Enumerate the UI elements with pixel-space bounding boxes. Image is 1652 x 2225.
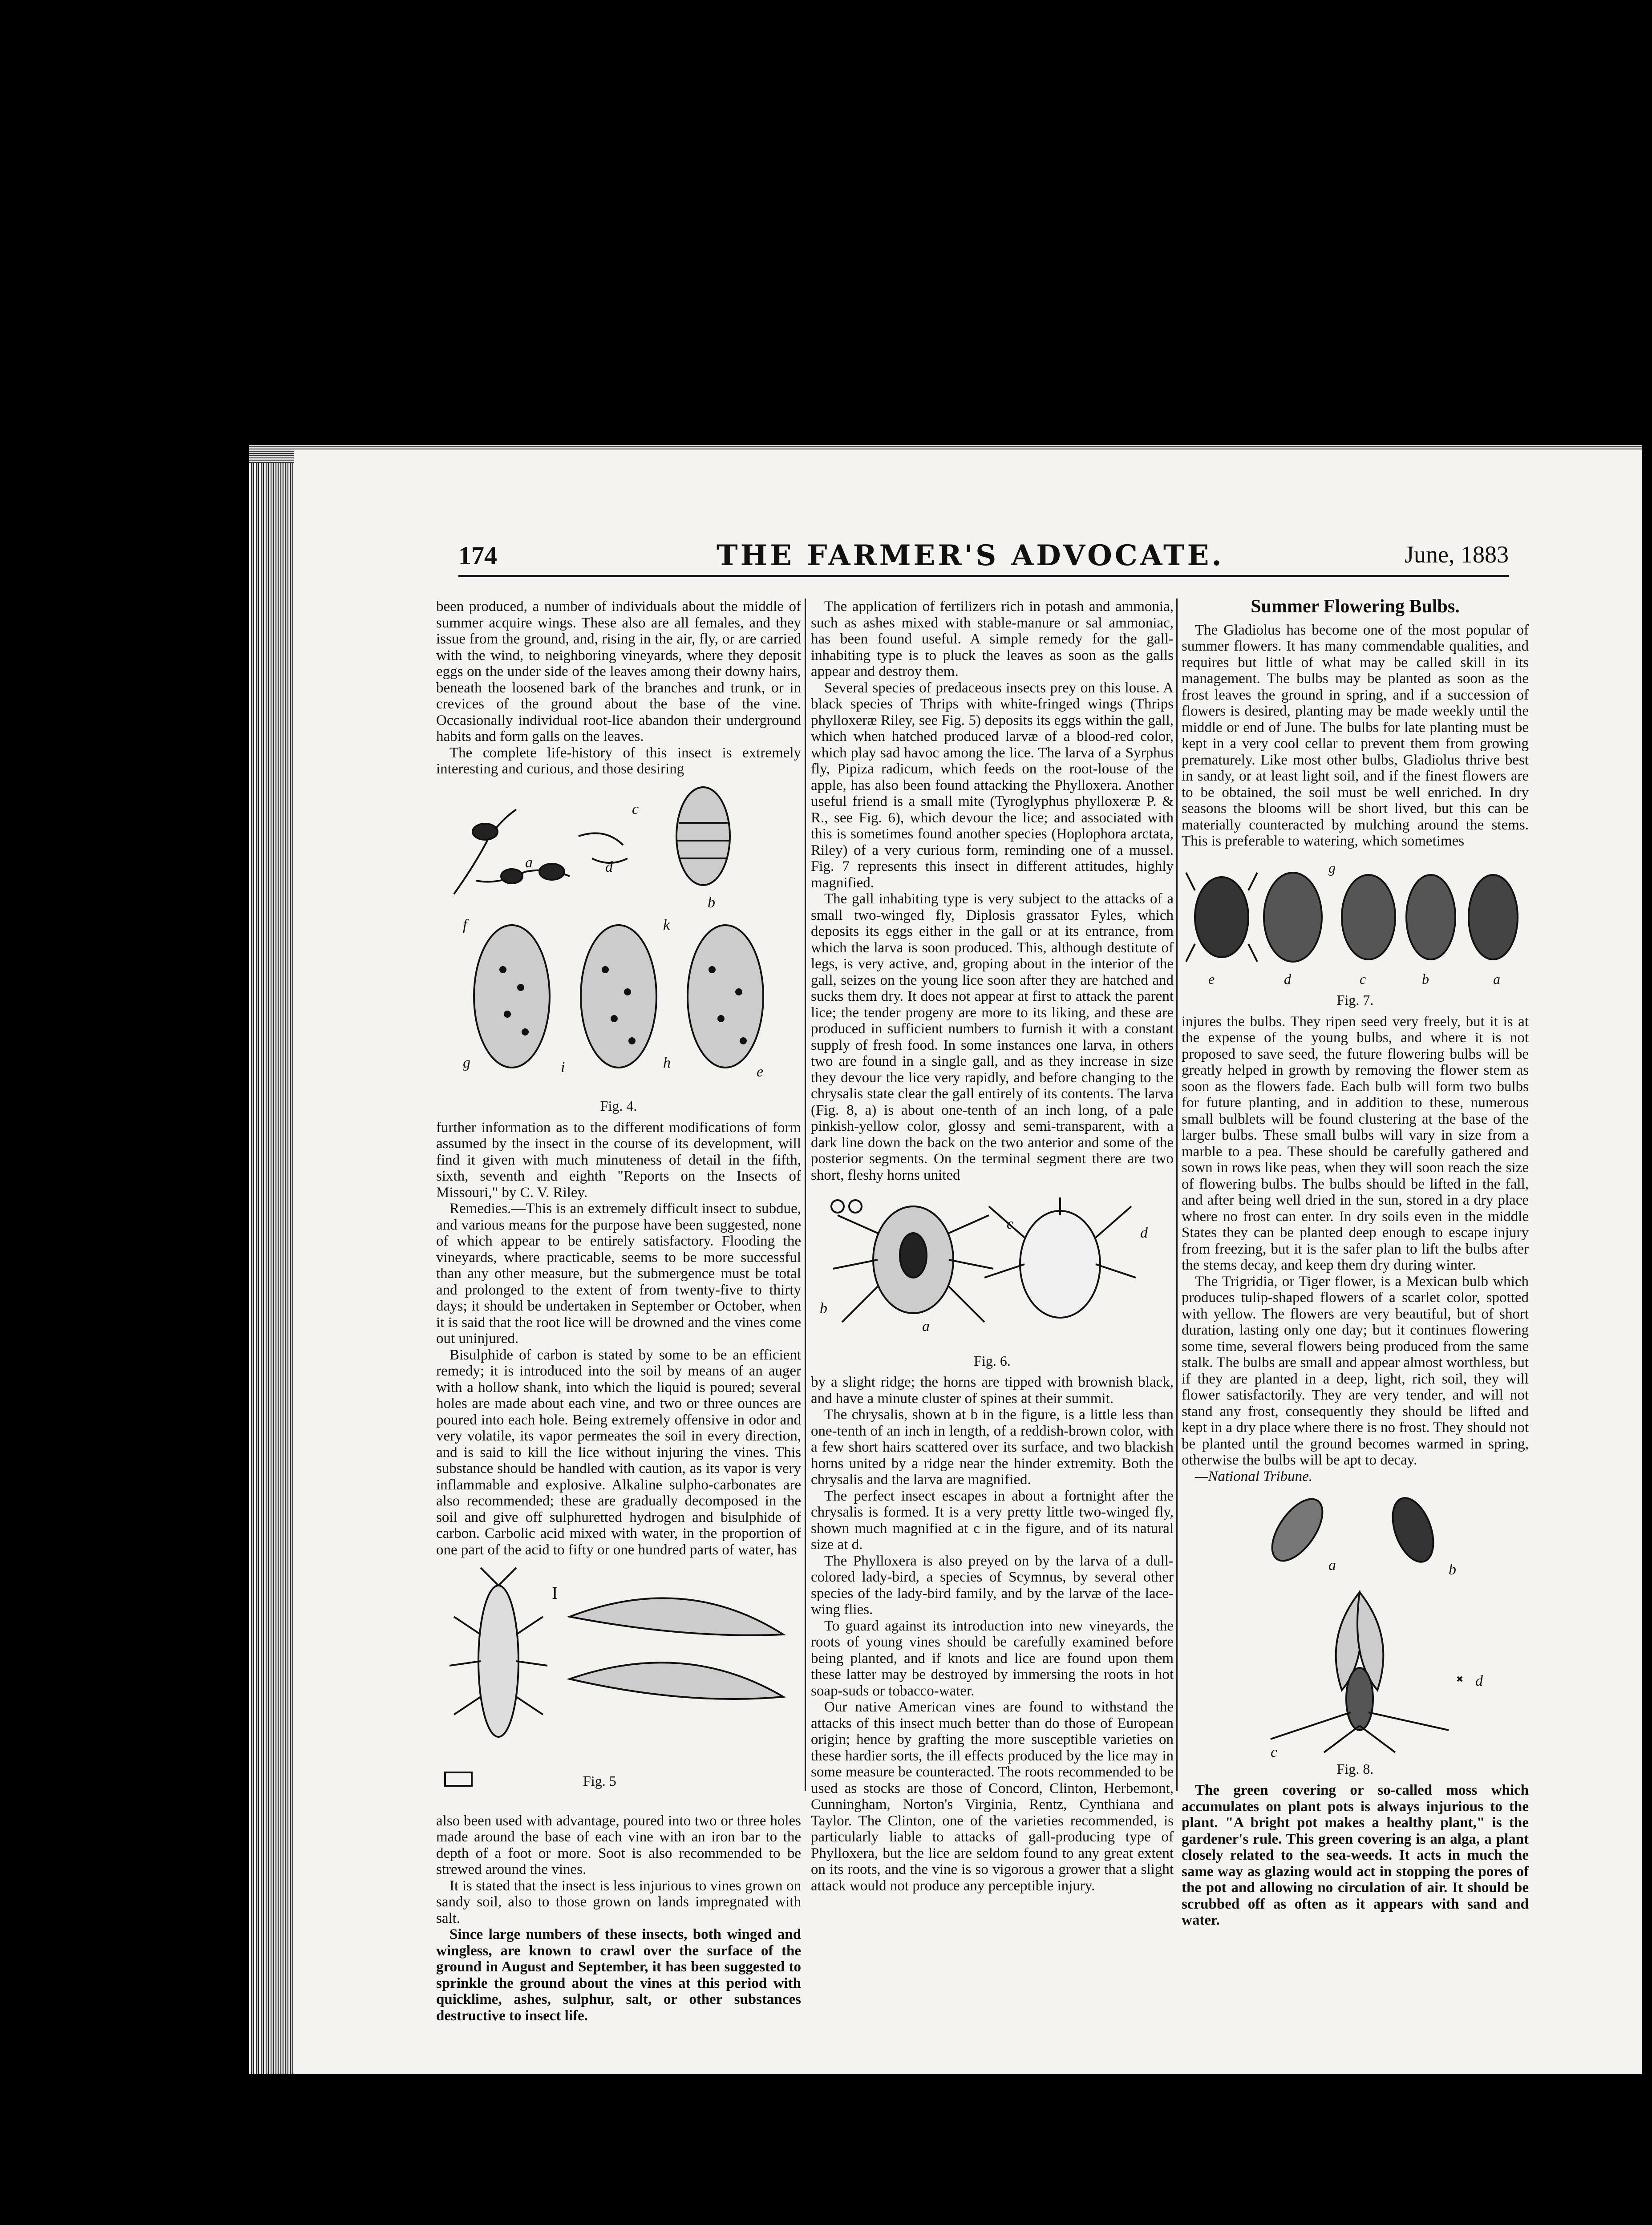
fig7-label-d: d [1284,971,1291,987]
fig8-label-b: b [1449,1562,1456,1578]
fig6-label-a: a [922,1318,930,1335]
col2-paragraph: by a slight ridge; the horns are tipped with brownish black, and have a minute cluster of spines at their summit. [811,1374,1174,1407]
issue-date: June, 1883 [1405,541,1509,568]
source-credit: —National Tribune. [1195,1468,1313,1485]
col2-paragraph: The gall inhabiting type is very subject to the attacks of a small two-winged fly, Diplosis grassator Fyles, which deposits its eggs either in the gall or at its entrance, from which the larva is soon produced. This, although destitute of legs, is very active, and, groping about in the interior of the gall, seizes on the young lice soon after they are hatched and sucks them dry. It does not appear at first to attack the parent lice; the tender progeny are more to its liking, and these are produced in sufficient numbers to furnish it with a constant supply of fresh food. In some instances one larva, in others two are found in a single gall, and as they increase in size they devour the lice very rapidly, and before changing to the chrysalis state clear the gall entirely of its contents. The larva (Fig. 8, a) is about one-tenth of an inch long, of a pale pinkish-yellow color, glossy and semi-transparent, with a dark line down the back on the two anterior and some of the posterior segments. On the terminal segment there are two short, fleshy horns united [811,891,1174,1183]
fig8-label-d: d [1475,1673,1483,1689]
fig7-label-c: c [1360,971,1366,987]
col1-paragraph: It is stated that the insect is less injurious to vines grown on sandy soil, also to those grown on lands impregnated with salt. [436,1877,801,1926]
figure-6 [811,1189,1174,1369]
fig4-label-b: b [708,894,715,911]
fig7-label-e: e [1208,971,1215,987]
col3-paragraph: The Gladiolus has become one of the most popular of summer flowers. It has many commendable qualities, and requires but little of what may be called skill in its management. The bulbs may be planted as soon as the frost leaves the ground in spring, and if a succession of flowers is desired, planting may be made weekly until the middle or end of June. The bulbs for late planting must be kept in a very cool cellar to prevent them from growing prematurely. Like most other bulbs, Gladiolus thrive best in sandy, or at least light soil, and if the finest flowers are to be obtained, the soil must be well enriched. In dry seasons the blooms will be short lived, but this can be materially counteracted by mulching around the stems. This is preferable to watering, which sometimes [1182,622,1529,849]
figure-4 [436,783,801,1114]
col2-paragraph: The chrysalis, shown at b in the figure, is a little less than one-tenth of an inch in length, of a reddish-brown color, with a few short hairs scattered over its surface, and two blackish horns united by a ridge near the hinder extremity. Both the chrysalis and the larva are magnified. [811,1407,1174,1488]
col1-paragraph: been produced, a number of individuals about the middle of summer acquire wings. These also are all females, and they issue from the ground, and, rising in the air, fly, or are carried with the wind, to neighboring vineyards, where they deposit eggs on the under side of the leaves among their downy hairs, beneath the loosened bark of the branches and trunk, or in crevices of the ground about the base of the vine. Occasionally individual root-lice abandon their underground habits and form galls on the leaves. [436,599,801,744]
fig6-label-b: b [820,1300,827,1317]
page-number: 174 [458,541,497,570]
page-header [458,541,1509,572]
fig4-label-e: e [757,1063,764,1080]
publication-title: THE FARMER'S ADVOCATE. [717,539,1224,572]
fig4-label-g: g [463,1054,470,1071]
fig6-label-d: d [1140,1225,1148,1241]
figure-8 [1182,1490,1529,1777]
fig7-label-a: a [1493,971,1500,987]
header-rule [458,575,1509,577]
fig7-label-b: b [1422,971,1429,987]
column-divider-2 [1176,599,1178,1791]
fig6-label-c: c [1007,1216,1014,1232]
fig4-label-a: a [525,854,533,871]
fig7-beetle-illustration [1182,855,1529,988]
fig8-caption: Fig. 8. [1336,1760,1374,1777]
col1-paragraph: also been used with advantage, poured into two or three holes made around the base of each vine with an iron bar to the depth of a foot or more. Soot is also recommended to be strewed around the vines. [436,1812,801,1877]
fig4-label-i: i [561,1059,565,1076]
fig4-label-h: h [663,1054,671,1071]
column-3 [1182,596,1529,1929]
col2-paragraph: The Phylloxera is also preyed on by the larva of a dull-colored lady-bird, a species of Scymnus, by several other species of the lady-bird family, and by the larvæ of the lace-wing flies. [811,1553,1174,1618]
col1-paragraph: further information as to the different modifications of form assumed by the insect in the course of its development, will find it given with much minuteness of detail in the fifth, sixth, seventh and eighth "Reports on the Insects of Missouri," by C. V. Riley. [436,1119,801,1201]
figure-7 [1182,855,1529,1008]
fig8-fly-illustration [1182,1490,1529,1757]
col2-paragraph: To guard against its introduction into new vineyards, the roots of young vines should be carefully examined before being planted, and if knots and lice are found upon them these latter may be destroyed by immersing the roots in hot soap-suds or tobacco-water. [811,1618,1174,1699]
fig6-caption: Fig. 6. [974,1352,1011,1369]
fig4-label-k: k [663,916,670,933]
column-divider-1 [805,599,806,1791]
fig5-caption: Fig. 5 [583,1773,616,1789]
col2-paragraph: The application of fertilizers rich in potash and ammonia, such as ashes mixed with stable-manure or sal ammoniac, has been found useful. A simple remedy for the gall-inhabiting type is to pluck the leaves as soon as the galls appear and destroy them. [811,599,1174,680]
fig4-label-c: c [632,801,639,817]
col3-paragraph: The Trigridia, or Tiger flower, is a Mexican bulb which produces tulip-shaped flowers of a scarlet color, spotted with yellow. The flowers are very beautiful, but of short duration, lasting only one day; but it continues flowering some time, several flowers being produced from the same stalk. The bulbs are small and appear almost worthless, but if they are planted in a deep, light, rich soil, they will flower satisfactorily. They are very tender, and will not stand any frost, consequently they should be lifted and kept in a dry place where there is no frost. They should not be planted until the ground becomes warmed in spring, otherwise the bulbs will be apt to decay. [1182,1273,1529,1468]
col2-paragraph: Several species of predaceous insects prey on this louse. A black species of Thrips with white-fringed wings (Thrips phylloxeræ Riley, see Fig. 5) deposits its eggs within the gall, which when hatched produced larvæ of a blood-red color, which play sad havoc among the lice. The larva of a Syrphus fly, Pipiza radicum, which feeds on the root-louse of the apple, has also been found attacking the Phylloxera. Another useful friend is a small mite (Tyroglyphus phylloxeræ P. & R., see Fig. 6), which devour the lice; and associated with this is sometimes found another species (Hoplophora arctata, Riley) of a very curious form, reminding one of a mussel. Fig. 7 represents this insect in different attitudes, highly magnified. [811,680,1174,891]
fig6-mite-illustration [811,1189,1174,1349]
fig5-label-I: I [552,1583,558,1603]
col1-paragraph: Bisulphide of carbon is stated by some to be an efficient remedy; it is introduced into the soil by means of an auger with a hollow shank, into which the liquid is poured; several holes are made about each vine, and two or three ounces are poured into each hole. Being extremely offensive in odor and very volatile, its vapor permeates the soil in every direction, and is said to kill the lice without injuring the vines. This substance should be handled with caution, as its vapor is very inflammable and explosive. Alkaline sulpho-carbonates are also recommended; these are gradually decomposed in the soil and give off sulphuretted hydrogen and bisulphide of carbon. Carbolic acid mixed with water, in the proportion of one part of the acid to fifty or one hundred parts of water, has [436,1347,801,1558]
col1-paragraph: Remedies.—This is an extremely difficult insect to subdue, and various means for the purpose have been suggested, none of which appear to be entirely satisfactory. Flooding the vineyards, where practicable, seems to be more successful than any other measure, but the submergence must be total and prolonged to the extent of from twenty-five to thirty days; it should be undertaken in September or October, when it is said that the root lice will be drowned and the vines come out uninjured. [436,1201,801,1347]
figure-5 [436,1563,801,1808]
col2-paragraph: The perfect insect escapes in about a fortnight after the chrysalis is formed. It is a very pretty little two-winged fly, shown much magnified at c in the figure, and of its natural size at d. [811,1488,1174,1553]
fig8-label-a: a [1328,1557,1336,1574]
fig4-label-d: d [605,858,613,875]
col3-paragraph: injures the bulbs. They ripen seed very freely, but it is at the expense of the young bulbs, and where it is not proposed to save seed, the future flowering bulbs will be greatly helped in growth by removing the flower stem as soon as the flowers fade. Each bulb will form two bulbs for future planting, and in addition to these, numerous small bulblets will be found clustering at the base of the larger bulbs. These small bulbs will vary in size from a marble to a pea. These should be carefully gathered and sown in rows like peas, when they will soon reach the size of flowering bulbs. The bulbs should be lifted in the fall, and after being well dried in the sun, stored in a dry place where no frost can enter. In dry soils even in the middle States they can be planted deep enough to escape injury from freezing, but it is the safer plan to lift the bulbs after the stems decay, and keep them dry during winter. [1182,1013,1529,1273]
col2-paragraph: Our native American vines are found to withstand the attacks of this insect much better than do those of European origin; hence by grafting the more susceptible varieties on these hardier sorts, the ill effects produced by the lice may in some measure be counteracted. The roots recommended to be used as stocks are those of Concord, Clinton, Herbemont, Cunningham, Norton's Virginia, Rentz, Cynthiana and Taylor. The Clinton, one of the varieties recommended, is particularly liable to attacks of gall-producing type of Phylloxera, but the lice are seldom found to any great extent on its roots, and the vine is so vigorous a grower that a slight attack would not produce any perceptible injury. [811,1699,1174,1894]
fig4-label-f: f [463,916,467,933]
fig4-insect-illustration [436,783,801,1094]
column-2 [811,599,1174,1894]
fig8-label-c: c [1271,1744,1278,1757]
col1-paragraph: The complete life-history of this insect is extremely interesting and curious, and those desiring [436,744,801,777]
col1-paragraph: Since large numbers of these insects, both winged and wingless, are known to crawl over the surface of the ground in August and September, it has been suggested to sprinkle the ground about the vines at this period with quicklime, ashes, sulphur, salt, or other substances destructive to insect life. [436,1926,801,2024]
column-1 [436,599,801,2024]
fig4-caption: Fig. 4. [600,1098,637,1114]
col3-paragraph: The green covering or so-called moss which accumulates on plant pots is always injurious to the plant. "A bright pot makes a healthy plant," is the gardener's rule. This green covering is an alga, a plant closely related to the sea-weeds. It acts in much the same way as glazing would act in stopping the pores of the pot and allowing no circulation of air. It should be scrubbed off as often as it appears with sand and water. [1182,1782,1529,1928]
fig7-caption: Fig. 7. [1336,992,1374,1008]
article-heading: Summer Flowering Bulbs. [1251,596,1460,617]
fig5-thrips-illustration [436,1563,801,1804]
fig7-label-g: g [1328,859,1336,876]
